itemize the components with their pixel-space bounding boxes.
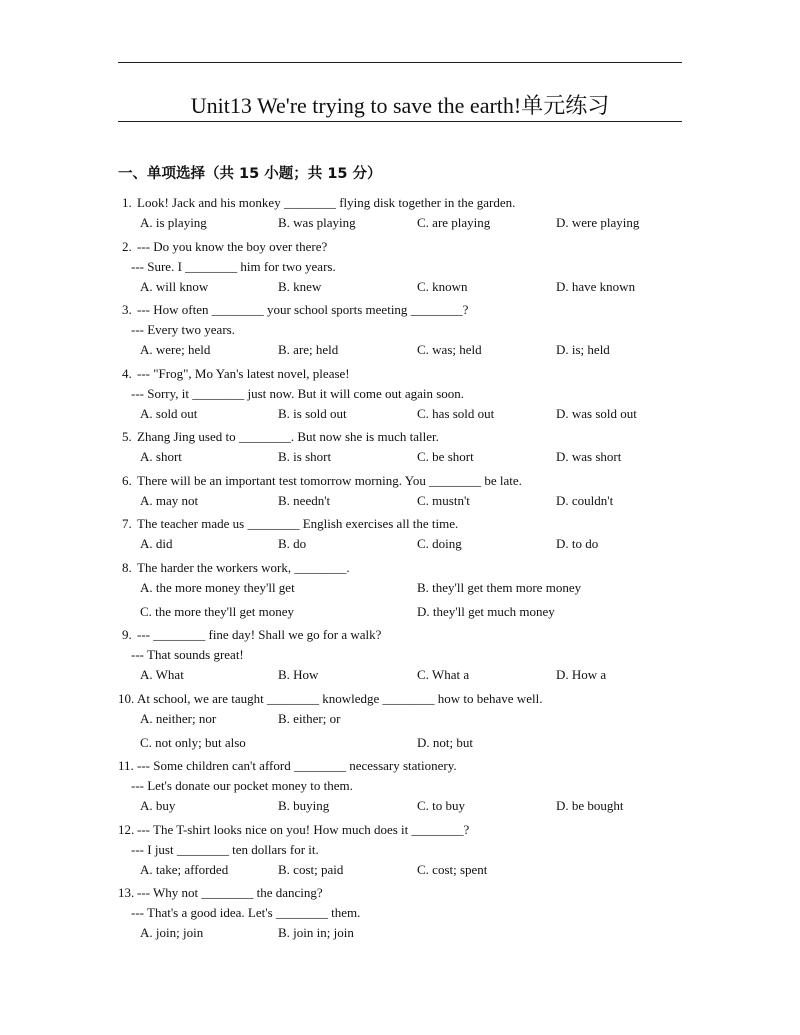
question-line: Zhang Jing used to ________. But now she is much taller.: [137, 429, 439, 444]
question-line: The teacher made us ________ English exercises all the time.: [137, 516, 459, 531]
question-number: 6.: [122, 472, 132, 488]
answer-option: C. be short: [417, 449, 474, 464]
answer-option: B. was playing: [278, 215, 356, 230]
answer-option: D. How a: [556, 667, 607, 682]
answer-option: B. needn't: [278, 492, 331, 508]
question-number: 7.: [122, 516, 132, 531]
answer-option: C. cost; spent: [417, 861, 488, 877]
answer-option: C. doing: [417, 536, 462, 551]
answer-option: D. is; held: [556, 342, 610, 357]
answer-option: C. mustn't: [417, 492, 470, 508]
answer-option: B. either; or: [278, 710, 341, 726]
answer-option: B. join in; join: [278, 925, 354, 940]
answer-option: A. sold out: [140, 405, 198, 421]
answer-option: A. join; join: [140, 925, 204, 940]
question-line: --- Why not ________ the dancing?: [137, 885, 323, 900]
question-number: 8.: [122, 559, 132, 575]
question-line: --- Every two years.: [131, 322, 235, 337]
question-line: --- Sure. I ________ him for two years.: [131, 258, 336, 274]
answer-option: C. not only; but also: [140, 734, 246, 750]
answer-option: C. the more they'll get money: [140, 603, 294, 619]
answer-option: B. do: [278, 536, 307, 551]
answer-option: D. have known: [556, 278, 636, 294]
answer-option: B. is short: [278, 449, 332, 464]
answer-option: D. was sold out: [556, 405, 637, 421]
question-line: The harder the workers work, ________.: [137, 559, 350, 575]
question-number: 10.: [118, 690, 135, 706]
answer-option: B. cost; paid: [278, 861, 344, 877]
answer-option: A. take; afforded: [140, 861, 229, 877]
question-line: --- That sounds great!: [131, 647, 244, 662]
question-number: 3.: [122, 302, 132, 317]
answer-option: C. has sold out: [417, 405, 495, 421]
answer-option: A. is playing: [140, 215, 207, 230]
answer-option: D. to do: [556, 536, 599, 551]
answer-option: A. were; held: [140, 342, 211, 357]
answer-option: D. they'll get much money: [417, 603, 555, 619]
answer-option: D. was short: [556, 449, 622, 464]
question-line: --- Do you know the boy over there?: [137, 238, 328, 254]
question-line: Look! Jack and his monkey ________ flying disk together in the garden.: [137, 195, 516, 210]
answer-option: C. to buy: [417, 798, 466, 813]
question-line: --- "Frog", Mo Yan's latest novel, please!: [137, 365, 350, 381]
question-number: 9.: [122, 627, 132, 642]
answer-option: D. couldn't: [556, 492, 614, 508]
question-line: --- Some children can't afford ________ necessary stationery.: [137, 758, 457, 773]
answer-option: C. was; held: [417, 342, 482, 357]
question-number: 5.: [122, 429, 132, 444]
section-heading: 一、单项选择（共 15 小题；共 15 分）: [118, 166, 382, 182]
answer-option: C. are playing: [417, 215, 491, 230]
question-line: There will be an important test tomorrow morning. You ________ be late.: [137, 472, 522, 488]
answer-option: B. How: [278, 667, 319, 682]
question-number: 11.: [118, 758, 134, 773]
question-line: --- I just ________ ten dollars for it.: [131, 841, 319, 857]
answer-option: A. the more money they'll get: [140, 579, 295, 595]
page-title: Unit13 We're trying to save the earth!单元练习: [190, 93, 610, 118]
answer-option: A. will know: [140, 278, 209, 294]
answer-option: B. is sold out: [278, 405, 347, 421]
question-number: 2.: [122, 238, 132, 254]
answer-option: A. short: [140, 449, 182, 464]
question-line: --- ________ fine day! Shall we go for a walk?: [137, 627, 382, 642]
question-number: 1.: [122, 195, 132, 210]
question-line: At school, we are taught ________ knowledge ________ how to behave well.: [137, 690, 543, 706]
question-number: 13.: [118, 885, 135, 900]
answer-option: B. knew: [278, 278, 322, 294]
question-number: 12.: [118, 821, 135, 837]
question-line: --- The T-shirt looks nice on you! How much does it ________?: [137, 821, 470, 837]
answer-option: C. known: [417, 278, 468, 294]
answer-option: A. buy: [140, 798, 176, 813]
answer-option: B. buying: [278, 798, 330, 813]
question-line: --- How often ________ your school sports meeting ________?: [137, 302, 469, 317]
answer-option: D. were playing: [556, 215, 640, 230]
answer-option: A. What: [140, 667, 184, 682]
question-line: --- Let's donate our pocket money to them.: [131, 778, 353, 793]
question-number: 4.: [122, 365, 132, 381]
answer-option: A. did: [140, 536, 173, 551]
answer-option: B. they'll get them more money: [417, 579, 582, 595]
answer-option: A. neither; nor: [140, 710, 217, 726]
answer-option: A. may not: [140, 492, 199, 508]
answer-option: C. What a: [417, 667, 470, 682]
question-line: --- That's a good idea. Let's ________ them.: [131, 905, 361, 920]
answer-option: D. be bought: [556, 798, 624, 813]
question-line: --- Sorry, it ________ just now. But it will come out again soon.: [131, 385, 465, 401]
answer-option: B. are; held: [278, 342, 339, 357]
answer-option: D. not; but: [417, 734, 473, 750]
